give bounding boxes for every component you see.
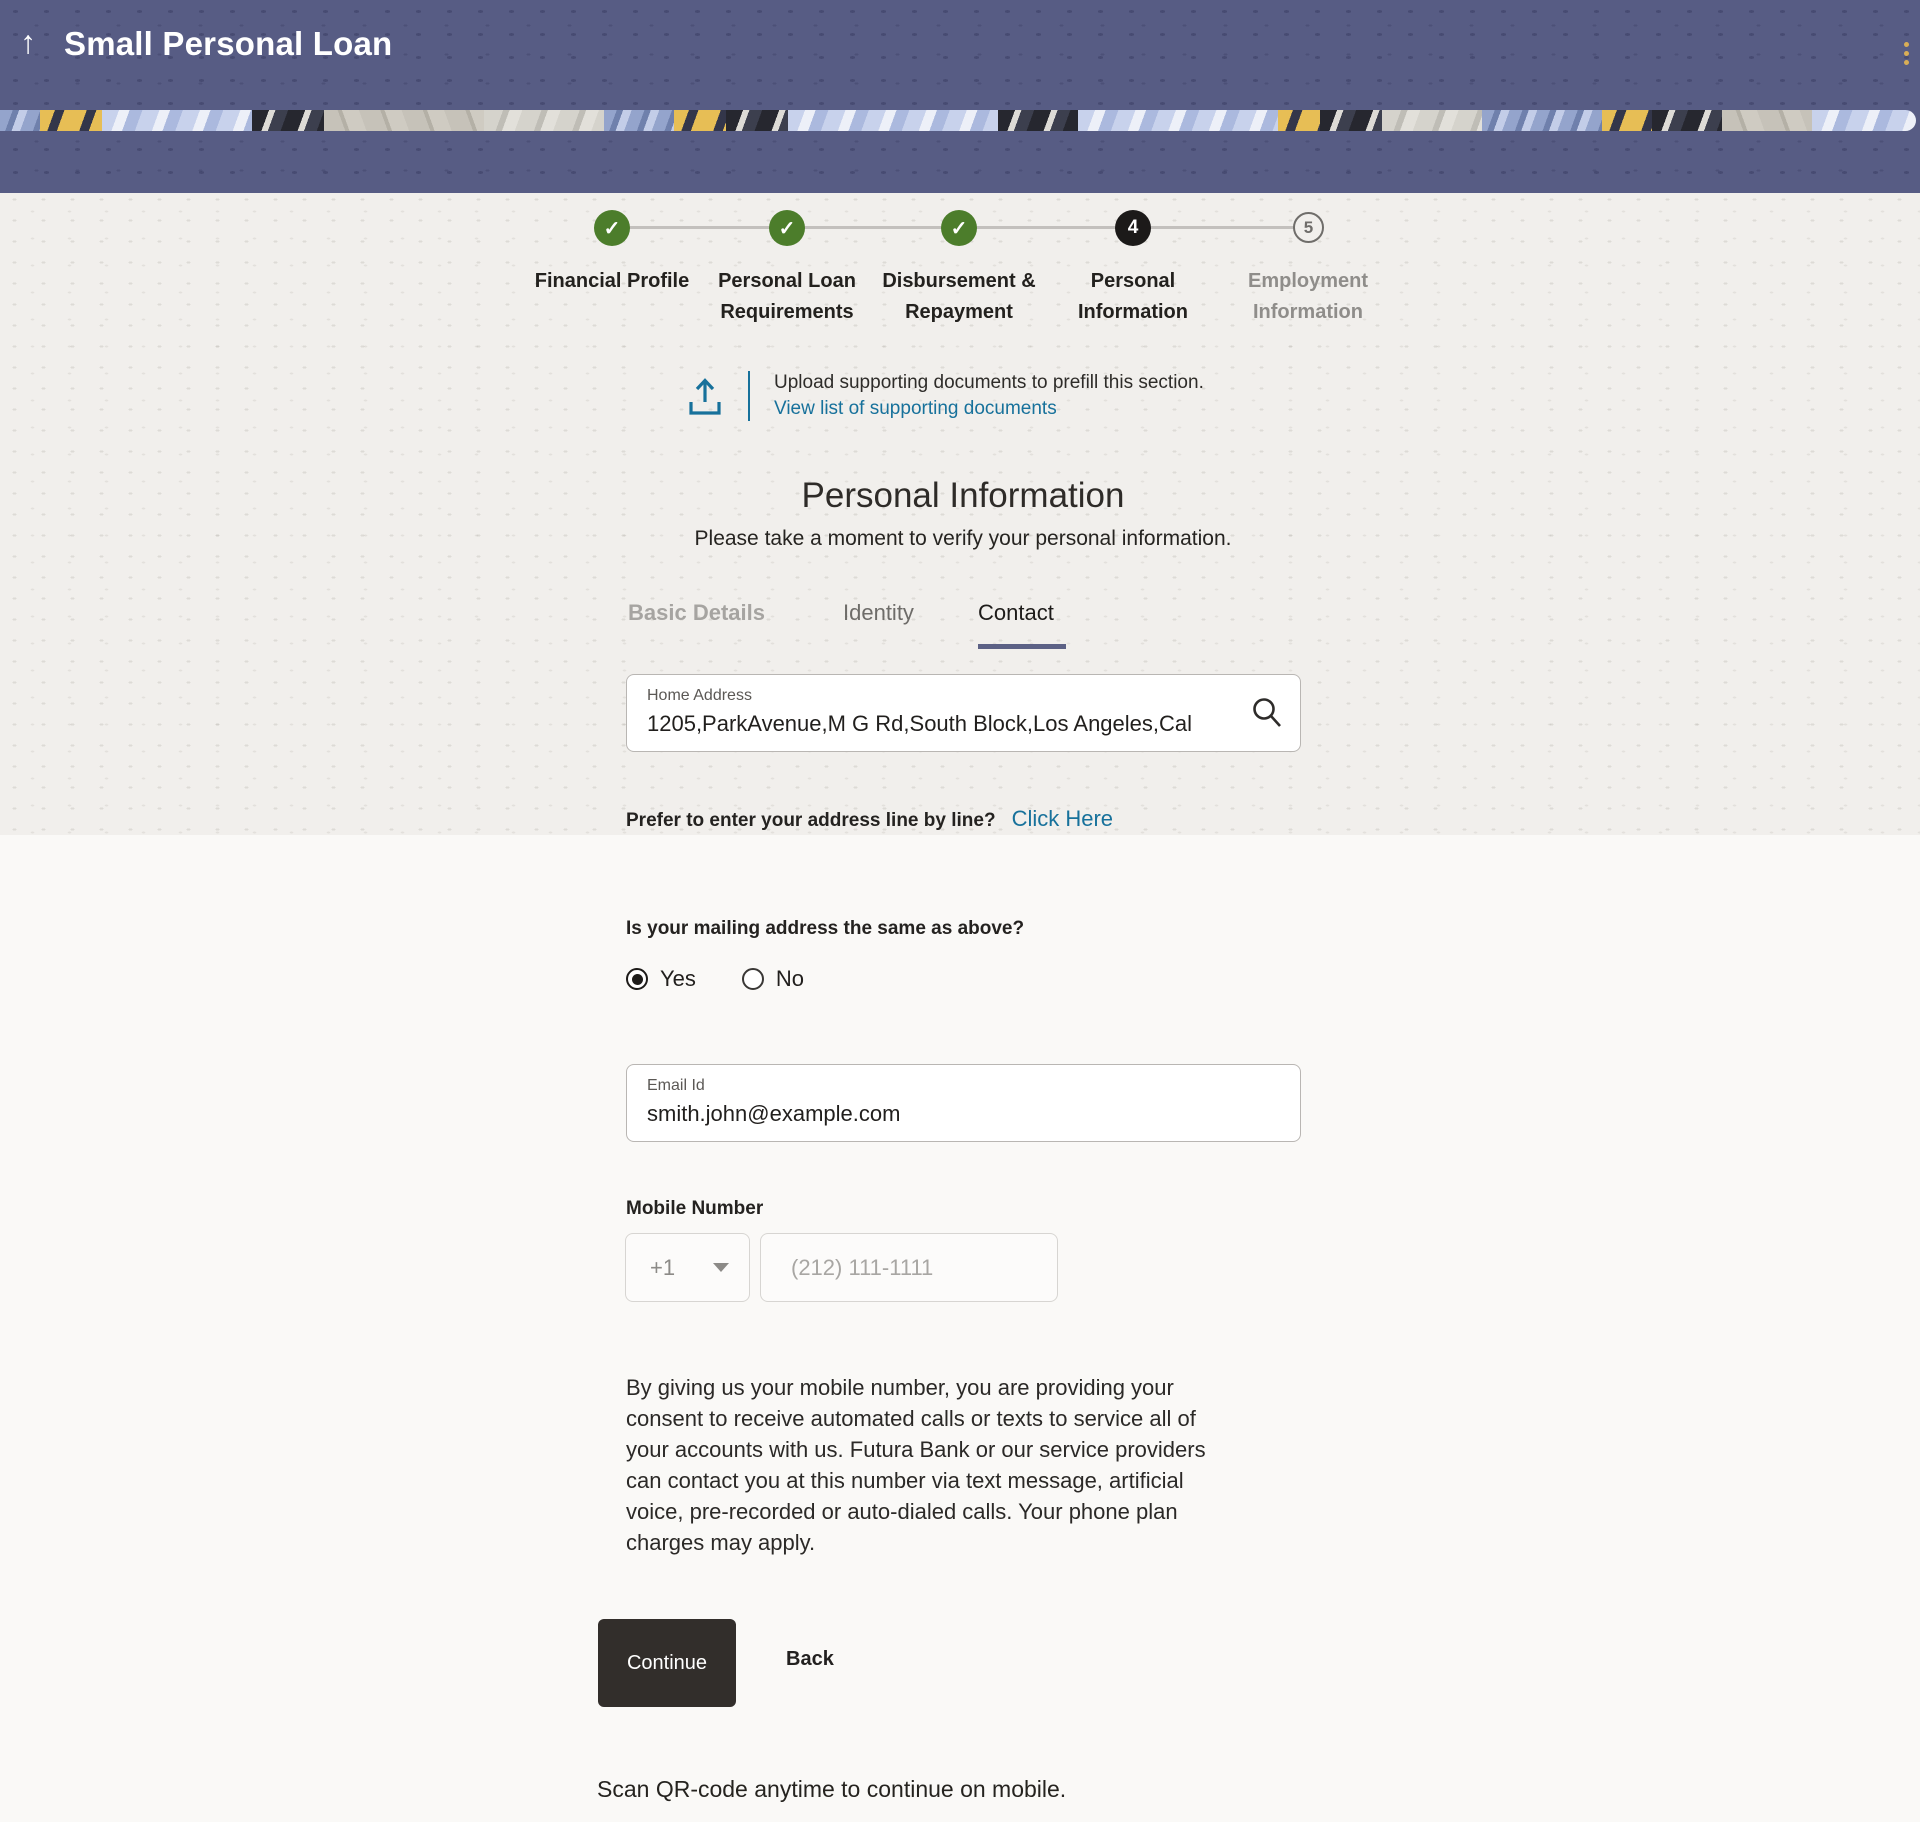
radio-yes-circle[interactable] xyxy=(626,968,648,990)
continue-button[interactable]: Continue xyxy=(598,1619,736,1707)
tab-contact[interactable]: Contact xyxy=(978,600,1054,625)
home-address-label: Home Address xyxy=(647,687,752,704)
phone-number-input[interactable] xyxy=(761,1234,1057,1301)
app-title: Small Personal Loan xyxy=(64,25,393,62)
address-line-row xyxy=(626,806,1113,832)
mobile-number-label: Mobile Number xyxy=(626,1198,764,1219)
email-input[interactable] xyxy=(647,1101,1280,1127)
decorative-banner xyxy=(0,110,1916,131)
step-circle-personal-loan-requirements[interactable]: ✓ xyxy=(769,210,805,246)
radio-no-circle[interactable] xyxy=(742,968,764,990)
upload-instruction: Upload supporting documents to prefill this section. xyxy=(774,372,1204,393)
step-circle-financial-profile[interactable]: ✓ xyxy=(594,210,630,246)
search-icon[interactable] xyxy=(1250,696,1284,730)
mailing-address-question: Is your mailing address the same as above? xyxy=(626,918,1025,939)
step-label-personal-information: Personal Information xyxy=(1078,270,1188,323)
radio-no-label: No xyxy=(775,966,805,991)
country-code-select[interactable] xyxy=(625,1233,750,1302)
step-label-financial-profile: Financial Profile xyxy=(534,270,690,292)
email-field xyxy=(626,1064,1301,1142)
active-tab-underline xyxy=(978,644,1066,649)
address-line-question: Prefer to enter your address line by line? xyxy=(626,810,996,831)
page-subtitle: Please take a moment to verify your personal information. xyxy=(694,527,1232,550)
radio-no[interactable] xyxy=(742,966,804,992)
click-here-link[interactable]: Click Here xyxy=(1011,806,1114,831)
consent-text: By giving us your mobile number, you are providing your consent to receive automated calls or texts to service all of your accounts with us. Futura Bank or our service providers can contact you at this number via text message, artificial voice, pre-recorded or auto-dialed calls. Your phone plan charges may apply. xyxy=(626,1375,1206,1555)
step-label-disbursement-repayment: Disbursement & Repayment xyxy=(882,270,1036,323)
kebab-menu-icon[interactable] xyxy=(1902,38,1910,69)
step-label-personal-loan-requirements: Personal Loan Requirements xyxy=(718,270,856,323)
step-circle-employment-information[interactable]: 5 xyxy=(1293,212,1324,243)
phone-number-field xyxy=(760,1233,1058,1302)
radio-yes-label: Yes xyxy=(660,966,696,991)
step-label-employment-information: Employment Information xyxy=(1247,270,1369,323)
mailing-address-options xyxy=(626,966,850,992)
back-arrow-icon[interactable]: ↑ xyxy=(20,24,36,60)
upload-section xyxy=(688,370,1204,422)
page-title: Personal Information xyxy=(801,476,1125,515)
home-address-field xyxy=(626,674,1301,752)
header-bar xyxy=(0,0,1920,193)
home-address-input[interactable] xyxy=(647,711,1232,737)
qr-instruction: Scan QR-code anytime to continue on mobile. xyxy=(597,1776,1067,1802)
step-circle-personal-information[interactable]: 4 xyxy=(1115,210,1151,246)
supporting-documents-link[interactable]: View list of supporting documents xyxy=(774,398,1057,419)
upload-divider xyxy=(748,371,750,421)
back-button[interactable]: Back xyxy=(786,1648,834,1670)
email-label: Email Id xyxy=(647,1077,705,1094)
radio-yes[interactable] xyxy=(626,966,696,992)
chevron-down-icon xyxy=(713,1263,729,1272)
upload-icon[interactable] xyxy=(688,376,722,416)
tab-identity[interactable]: Identity xyxy=(843,600,914,625)
country-code-value: +1 xyxy=(650,1254,676,1280)
tab-basic-details[interactable]: Basic Details xyxy=(628,600,765,625)
step-circle-disbursement-repayment[interactable]: ✓ xyxy=(941,210,977,246)
